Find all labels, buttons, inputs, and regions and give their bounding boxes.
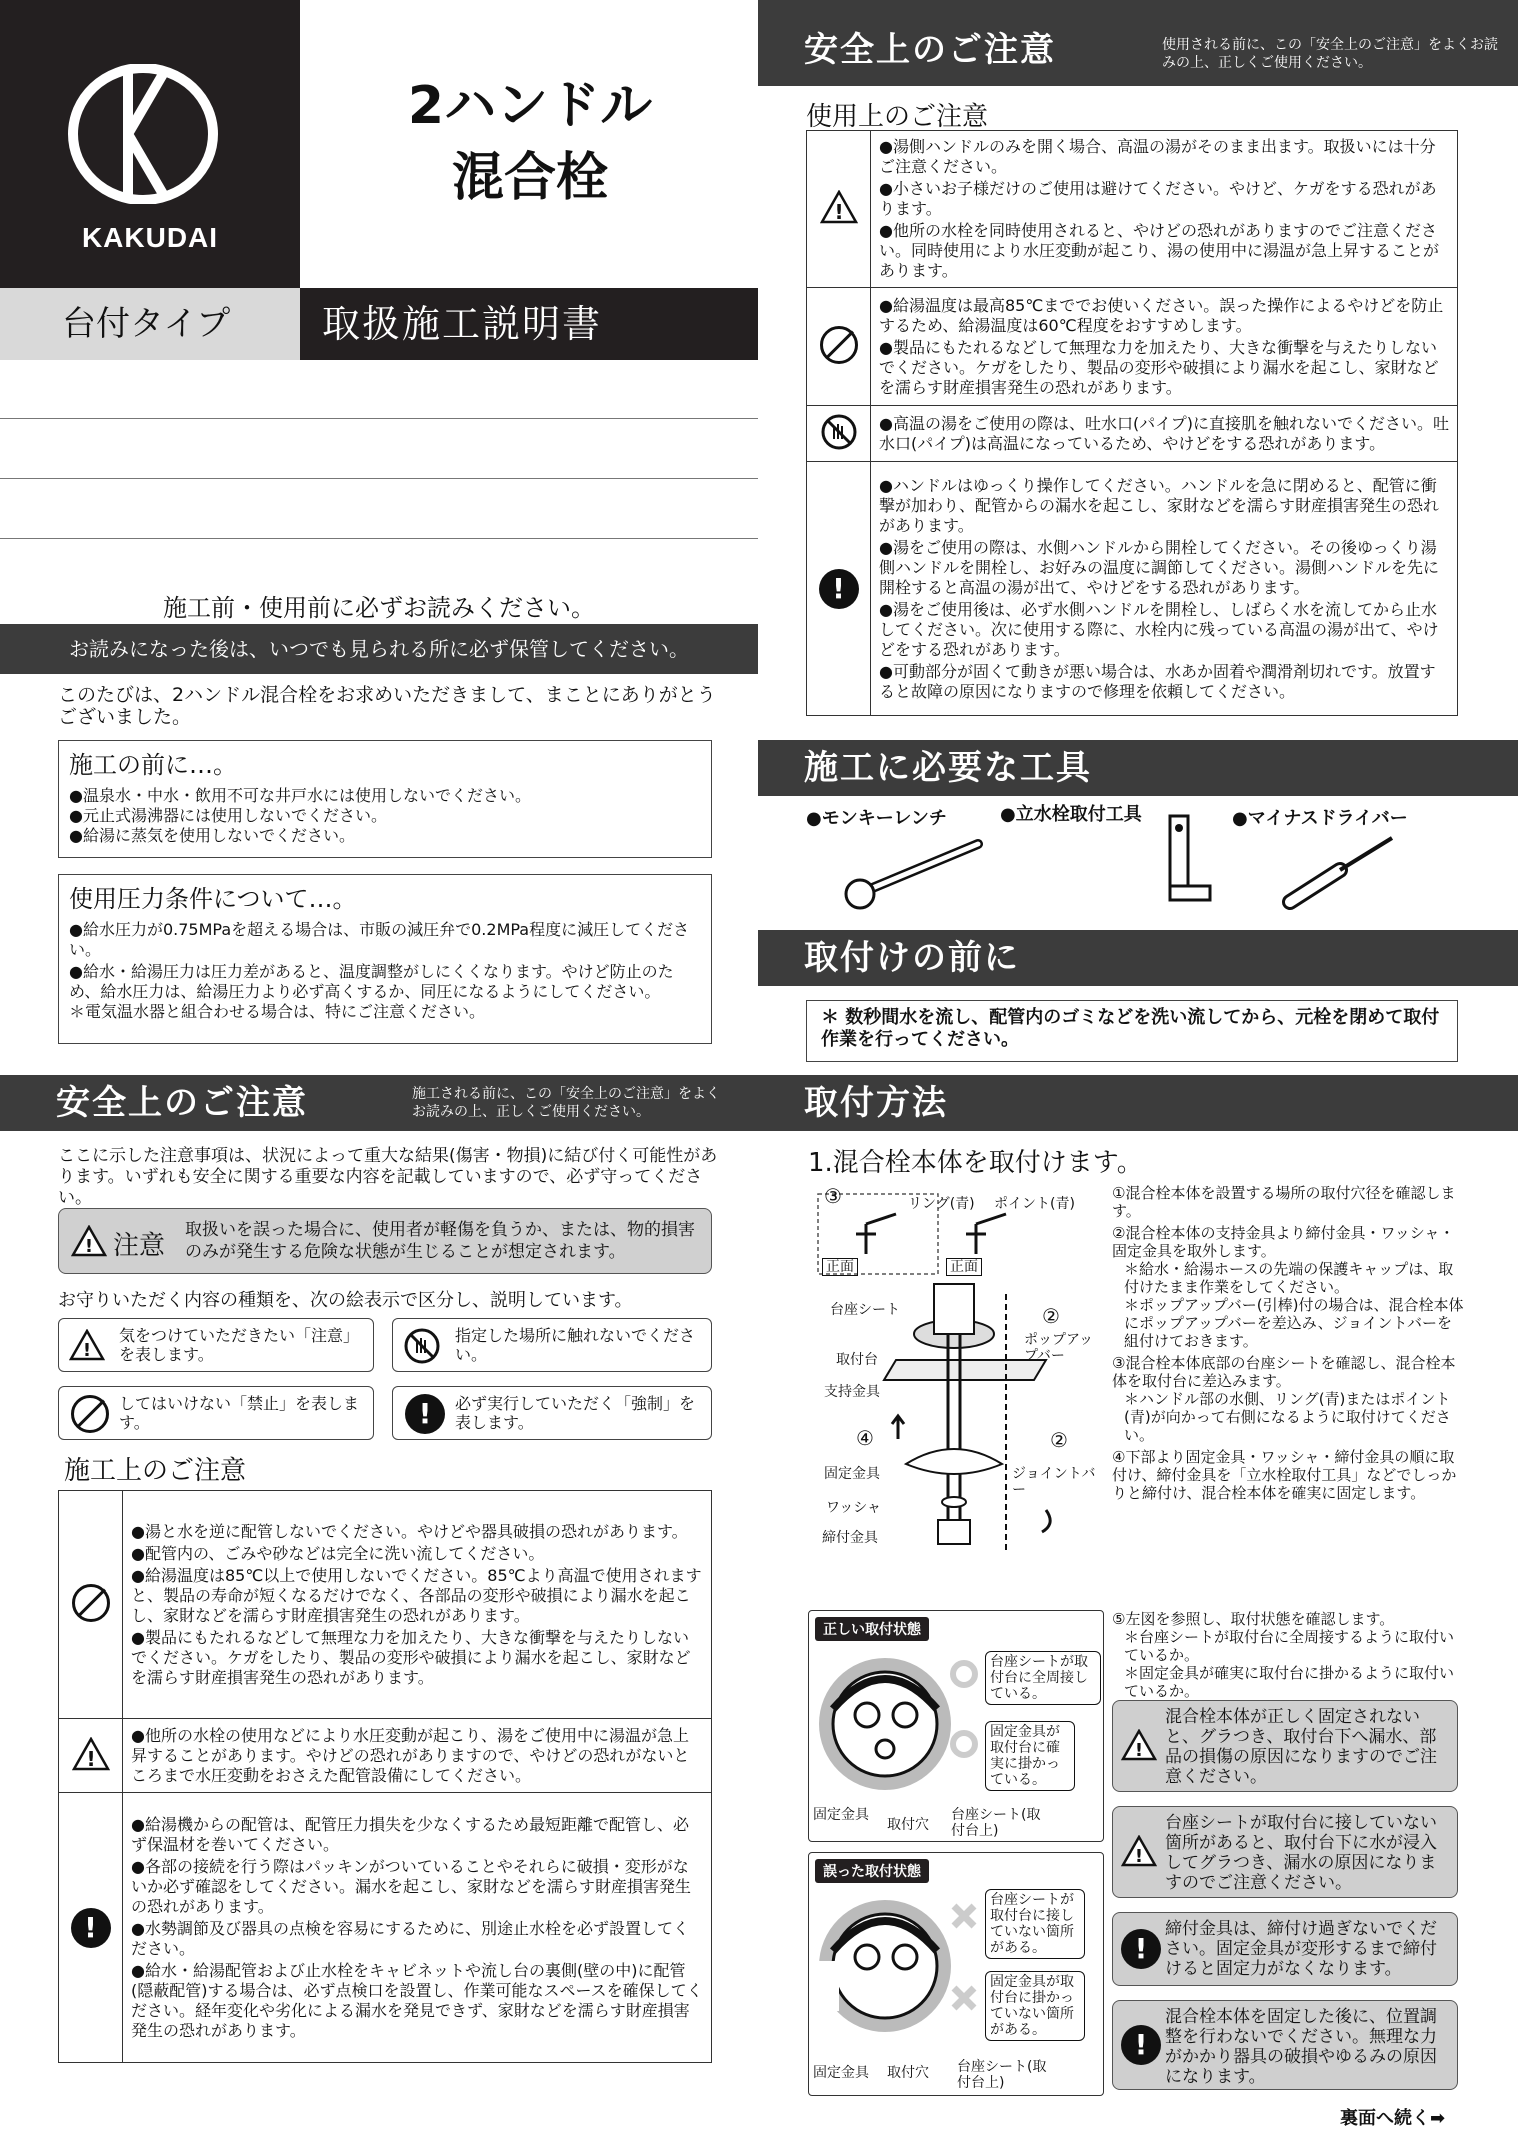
correct-state-panel	[808, 1610, 1104, 1842]
ng-note: 固定金具が取付台に掛かっていない箇所がある。	[985, 1971, 1085, 2041]
blank-line	[0, 418, 758, 419]
keep-notice: お読みになった後は、いつでも見られる所に必ず保管してください。	[0, 624, 758, 674]
table-row	[807, 406, 1458, 462]
icon-cell	[807, 131, 871, 288]
warning-box	[1112, 1806, 1458, 1898]
wrong-state-panel	[808, 1852, 1104, 2096]
legend-mandatory	[392, 1386, 712, 1440]
install-cautions-table	[58, 1490, 712, 2063]
text-cell	[871, 406, 1458, 462]
no-touch-icon	[403, 1327, 441, 1365]
list-item: ●湯をご使用後は、必ず水側ハンドルを開栓し、しばらく水を流してから止水してください。次に使用する際に、水栓内に残っている高温の湯が出て、やけどをする恐れがあります。	[879, 599, 1439, 659]
step-item: ②混合栓本体の支持金具より締付金具・ワッシャ・固定金具を取外します。	[1112, 1224, 1455, 1260]
warning-text: 台座シートが取付台に接していない箇所があると、取付台下に水が浸入してグラつき、漏水の原因になりますのでご注意ください。	[1165, 1813, 1437, 1893]
prohibit-icon	[820, 326, 858, 364]
mount-steps	[1112, 1184, 1464, 1502]
manual-title: 取扱施工説明書	[300, 288, 758, 360]
svg-text:!: !	[84, 1236, 94, 1257]
list-item: ●給水圧力が0.75MPaを超える場合は、市販の減圧弁で0.2MPa程度に減圧してください。	[69, 920, 690, 959]
mandatory-icon: !	[1121, 1929, 1161, 1969]
step-item: ＊給水・給湯ホースの先端の保護キャップは、取付けたまま作業をしてください。	[1124, 1260, 1454, 1296]
list-item: ●製品にもたれるなどして無理な力を加えたり、大きな衝撃を与えたりしないでください。ケガをしたり、製品の変形や破損により漏水を起こし、家財などを濡らす財産損害発生の恐れがあります。	[879, 337, 1439, 397]
list-item: ●給湯温度は最高85℃まででお使いください。誤った操作によるやけどを防止するため、給湯温度は60℃程度をおすすめします。	[879, 295, 1444, 335]
list-item: ●他所の水栓の使用などにより水圧変動が起こり、湯をご使用中に湯温が急上昇することがあります。やけどの恐れがありますので、やけどの恐れがないところまで水圧変動をおさえた配管設備にしてください。	[131, 1725, 690, 1785]
legend-caution	[58, 1318, 374, 1372]
before-mount-text: ＊ 数秒間水を流し、配管内のゴミなどを洗い流してから、元栓を閉めて取付作業を行ってください。	[806, 1000, 1458, 1062]
pressure-box	[58, 874, 712, 1044]
svg-text:!: !	[1134, 1740, 1144, 1761]
type-label: 台付タイプ	[0, 288, 300, 360]
legend-intro: お守りいただく内容の種類を、次の絵表示で区分し、説明しています。	[58, 1290, 633, 1311]
before-install-box	[58, 740, 712, 858]
caution-triangle-icon	[72, 1737, 110, 1771]
icon-cell	[807, 288, 871, 406]
step-item: ＊固定金具が確実に取付台に掛かるように取付いているか。	[1124, 1664, 1455, 1700]
list-item: ●各部の接続を行う際はパッキンがついていることやそれらに破損・変形がないか必ず確認をしてください。漏水を起こし、家財などを濡らす財産損害発生の恐れがあります。	[131, 1856, 692, 1916]
text-cell	[871, 288, 1458, 406]
ng-mark-icon	[949, 1901, 979, 1931]
brand-name: KAKUDAI	[81, 222, 219, 253]
diagram-label: 取付台	[836, 1352, 878, 1368]
thanks-text: このたびは、2ハンドル混合栓をお求めいただきまして、まことにありがとうございました。	[58, 684, 716, 728]
icon-cell	[807, 462, 871, 716]
correct-state-title: 正しい取付状態	[815, 1617, 929, 1641]
safety-left-title: 安全上のご注意	[56, 1083, 308, 1123]
warning-text: 混合栓本体が正しく固定されないと、グラつき、取付台下へ漏水、部品の損傷の原因になりますのでご注意ください。	[1165, 1707, 1437, 1787]
ng-note: 台座シートが取付台に接していない箇所がある。	[985, 1889, 1085, 1959]
product-title-line2: 混合栓	[451, 148, 608, 208]
step-title: 1.混合栓本体を取付けます。	[808, 1148, 1143, 1178]
check-steps	[1112, 1610, 1464, 1700]
continue-notice: 裏面へ続く➡	[1340, 2108, 1446, 2129]
product-title-line1: 2ハンドル	[407, 76, 653, 136]
step-item: ③混合栓本体底部の台座シートを確認し、混合栓本体を取付台に差込みます。	[1112, 1354, 1456, 1390]
table-row	[807, 288, 1458, 406]
step-item: ＊ハンドル部の水側、リング(青)またはポイント(青)が向かって右側になるように取付けてください。	[1124, 1390, 1451, 1444]
warning-box	[1112, 1700, 1458, 1792]
callout-number: ②	[1050, 1428, 1068, 1452]
list-item: ●小さいお子様だけのご使用は避けてください。やけど、ケガをする恐れがあります。	[879, 179, 1437, 218]
legend-text: 指定した場所に触れないでください。	[455, 1326, 696, 1364]
diagram-label: ワッシャ	[826, 1500, 882, 1516]
mandatory-icon: !	[405, 1394, 445, 1434]
ng-mark-icon	[949, 1983, 979, 2013]
usage-cautions-title: 使用上のご注意	[806, 102, 989, 132]
list-item: ●湯と水を逆に配管しないでください。やけどや器具破損の恐れがあります。	[131, 1521, 688, 1541]
caution-triangle-icon	[71, 1225, 107, 1257]
ok-mark-icon	[949, 1729, 979, 1759]
ok-note: 固定金具が取付台に確実に掛かっている。	[985, 1721, 1075, 1791]
step-item: ④下部より固定金具・ワッシャ・締付金具の順に取付け、締付金具を「立水栓取付工具」などでしっかりと締付け、混合栓本体を確実に固定します。	[1112, 1448, 1457, 1502]
no-touch-icon	[820, 413, 858, 451]
table-row	[59, 1491, 712, 1719]
legend-text: 気をつけていただきたい「注意」を表します。	[119, 1326, 360, 1364]
logo-panel	[0, 0, 300, 288]
diagram-label: 取付穴	[887, 1817, 929, 1833]
legend-text: してはいけない「禁止」を表します。	[119, 1394, 360, 1432]
icon-cell	[807, 406, 871, 462]
correct-state-drawing	[815, 1649, 955, 1799]
table-row	[807, 131, 1458, 288]
list-item: ●湯側ハンドルのみを開く場合、高温の湯がそのまま出ます。取扱いには十分ご注意ください。	[879, 137, 1436, 176]
caution-text: 取扱いを誤った場合に、使用者が軽傷を負うか、または、物的損害のみが発生する危険な状態が生じることが想定されます。	[185, 1220, 695, 1262]
list-item: ●水勢調節及び器具の点検を容易にするために、別途止水栓を必ず設置してください。	[131, 1918, 689, 1958]
step-item: ⑤左図を参照し、取付状態を確認します。	[1112, 1610, 1395, 1628]
text-cell	[123, 1793, 712, 2063]
usage-cautions-table	[806, 130, 1458, 716]
pressure-list	[59, 920, 711, 1022]
wrong-state-title: 誤った取付状態	[815, 1859, 929, 1883]
product-title	[300, 70, 760, 214]
step-item: ①混合栓本体を設置する場所の取付穴径を確認します。	[1112, 1184, 1456, 1220]
legend-text: 必ず実行していただく「強制」を表します。	[455, 1394, 696, 1432]
caution-triangle-icon	[1121, 1729, 1157, 1761]
diagram-label: 台座シート	[830, 1302, 900, 1318]
ok-note: 台座シートが取付台に全周接している。	[985, 1651, 1101, 1705]
text-cell	[871, 462, 1458, 716]
caution-triangle-icon	[820, 190, 858, 224]
diagram-label: 正面	[822, 1258, 858, 1276]
icon-cell	[59, 1793, 123, 2063]
caution-label: 注意	[113, 1231, 166, 1261]
faucet-tool-icon	[1140, 812, 1220, 912]
text-cell	[871, 131, 1458, 288]
before-mount-title: 取付けの前に	[804, 938, 1020, 978]
svg-text:!: !	[85, 1746, 96, 1771]
icon-cell	[59, 1491, 123, 1719]
svg-text:!: !	[1134, 1846, 1144, 1867]
diagram-label: 固定金具	[824, 1466, 880, 1482]
list-item: ●可動部分が固くて動きが悪い場合は、水あか固着や潤滑剤切れです。放置すると故障の原因になりますので修理を依頼してください。	[879, 661, 1436, 701]
list-item: ●配管内の、ごみや砂などは完全に洗い流してください。	[131, 1543, 545, 1563]
list-item: ●給湯温度は85℃以上で使用しないでください。85℃より高温で使用されますと、製品の寿命が短くなるだけでなく、各部品の変形や破損により漏水を起こし、家財などを濡らす財産損害発生の恐れがあります。	[131, 1565, 702, 1625]
tool-label-screwdriver: ●マイナスドライバー	[1232, 808, 1408, 829]
before-install-title: 施工の前に…。	[69, 751, 237, 779]
list-item: ●給水・給湯配管および止水栓をキャビネットや流し台の裏側(壁の中)に配管(隠蔽配管)する場合は、必ず点検口を設置し、作業可能なスペースを確保してください。経年変化や劣化による漏水を発見できず、家財などを濡らす財産損害発生の恐れがあります。	[131, 1960, 703, 2040]
diagram-label: 台座シート(取付台上)	[951, 1807, 1041, 1839]
safety-left-bar	[0, 1075, 758, 1131]
step-item: ＊台座シートが取付台に全周接するように取付いているか。	[1124, 1628, 1455, 1664]
safety-right-title: 安全上のご注意	[804, 30, 1056, 70]
diagram-label: 取付穴	[887, 2065, 929, 2081]
mandatory-icon: !	[1121, 2025, 1161, 2065]
wrong-state-drawing	[815, 1891, 955, 2041]
prohibit-icon	[71, 1395, 109, 1433]
list-item: ●他所の水栓を同時使用されると、やけどの恐れがありますのでご注意ください。同時使用により水圧変動が起こり、湯の使用中に湯温が急上昇することがあります。	[879, 221, 1440, 280]
assembly-diagram	[806, 1184, 1102, 1596]
table-row	[59, 1793, 712, 2063]
pressure-title: 使用圧力条件について…。	[69, 885, 357, 913]
table-row	[807, 462, 1458, 716]
warning-text: 混合栓本体を固定した後に、位置調整を行わないでください。無理な力がかかり器具の破損やゆるみの原因になります。	[1165, 2007, 1437, 2087]
icon-cell	[59, 1719, 123, 1793]
warning-text: 締付金具は、締付け過ぎないでください。固定金具が変形するまで締付けると固定力がなくなります。	[1165, 1919, 1437, 1979]
blank-line	[0, 478, 758, 479]
list-item: ●給湯に蒸気を使用しないでください。	[69, 826, 355, 845]
screwdriver-icon	[1280, 832, 1400, 912]
list-item: ●温泉水・中水・飲用不可な井戸水には使用しないでください。	[69, 786, 531, 805]
monkey-wrench-icon	[838, 824, 998, 914]
list-item: ●給水・給湯圧力は圧力差があると、温度調整がしにくくなります。やけど防止のため、給水圧力は、給湯圧力より必ず高くするか、同圧になるようにしてください。	[69, 962, 674, 1001]
tool-label-wrench: ●モンキーレンチ	[806, 808, 947, 829]
blank-line	[0, 538, 758, 539]
method-bar	[758, 1075, 1518, 1131]
diagram-label: 台座シート(取付台上)	[957, 2059, 1047, 2091]
diagram-label: ポップアップバー	[1024, 1332, 1094, 1364]
legend-no-touch	[392, 1318, 712, 1372]
diagram-label: 正面	[946, 1258, 982, 1276]
safety-left-note: 施工される前に、この「安全上のご注意」をよくお読みの上、正しくご使用ください。	[412, 1086, 720, 1120]
before-install-list	[59, 786, 711, 846]
kakudai-logo-icon	[68, 64, 218, 204]
table-row	[59, 1719, 712, 1793]
callout-number: ③	[824, 1184, 842, 1208]
diagram-label: 締付金具	[822, 1530, 878, 1546]
list-item: ●高温の湯をご使用の際は、吐水口(パイプ)に直接肌を触れないでください。吐水口(パイプ)は高温になっているため、やけどをする恐れがあります。	[879, 413, 1449, 453]
caution-definition	[58, 1208, 712, 1274]
caution-triangle-icon	[1121, 1835, 1157, 1867]
callout-number: ②	[1042, 1304, 1060, 1328]
safety-right-note: 使用される前に、この「安全上のご注意」をよくお読みの上、正しくご使用ください。	[1162, 37, 1498, 71]
text-cell	[123, 1491, 712, 1719]
warning-box	[1112, 1912, 1458, 1986]
list-item: ●製品にもたれるなどして無理な力を加えたり、大きな衝撃を与えたりしないでください。ケガをしたり、製品の変形や破損により漏水を起こし、家財などを濡らす財産損害発生の恐れがあります。	[131, 1627, 691, 1687]
install-cautions-title: 施工上のご注意	[64, 1456, 247, 1486]
list-item: ＊電気温水器と組合わせる場合は、特にご注意ください。	[69, 1002, 486, 1021]
prohibit-icon	[72, 1584, 110, 1622]
tools-title: 施工に必要な工具	[804, 748, 1092, 788]
list-item: ●元止式湯沸器には使用しないでください。	[69, 806, 387, 825]
diagram-label: リング(青)	[908, 1196, 975, 1212]
svg-text:!: !	[833, 200, 844, 224]
legend-prohibit	[58, 1386, 374, 1440]
step-item: ＊ポップアップバー(引棒)付の場合は、混合栓本体にポップアップバーを差込み、ジョイントバーを組付けておきます。	[1124, 1296, 1464, 1350]
svg-text:!: !	[82, 1340, 92, 1361]
read-before-notice: 施工前・使用前に必ずお読みください。	[163, 594, 595, 622]
text-cell	[123, 1719, 712, 1793]
mandatory-icon: !	[819, 569, 859, 609]
diagram-label: 固定金具	[813, 1807, 869, 1823]
list-item: ●湯をご使用の際は、水側ハンドルから開栓してください。その後ゆっくり湯側ハンドルを開栓し、お好みの温度に調節してください。湯側ハンドルを先に開栓すると高温の湯が出て、やけどをする恐れがあります。	[879, 537, 1440, 597]
safety-right-bar	[758, 0, 1518, 86]
caution-triangle-icon	[69, 1329, 105, 1361]
list-item: ●給湯機からの配管は、配管圧力損失を少なくするため最短距離で配管し、必ず保温材を巻いてください。	[131, 1814, 689, 1854]
mandatory-icon: !	[71, 1908, 111, 1948]
callout-number: ④	[856, 1426, 874, 1450]
diagram-label: 固定金具	[813, 2065, 869, 2081]
diagram-label: ポイント(青)	[994, 1196, 1075, 1212]
warning-box	[1112, 2000, 1458, 2090]
tools-bar	[758, 740, 1518, 796]
before-mount-bar	[758, 930, 1518, 986]
tool-label-faucet-tool: ●立水栓取付工具	[1000, 804, 1142, 825]
safety-intro: ここに示した注意事項は、状況によって重大な結果(傷害・物損)に結び付く可能性があります。いずれも安全に関する重要な内容を記載していますので、必ず守ってください。	[58, 1146, 718, 1208]
diagram-label: 支持金具	[824, 1384, 880, 1400]
method-title: 取付方法	[804, 1083, 948, 1123]
ok-mark-icon	[949, 1659, 979, 1689]
diagram-label: ジョイントバー	[1012, 1466, 1096, 1498]
list-item: ●ハンドルはゆっくり操作してください。ハンドルを急に閉めると、配管に衝撃が加わり、配管からの漏水を起こし、家財などを濡らす財産損害発生の恐れがあります。	[879, 475, 1440, 535]
